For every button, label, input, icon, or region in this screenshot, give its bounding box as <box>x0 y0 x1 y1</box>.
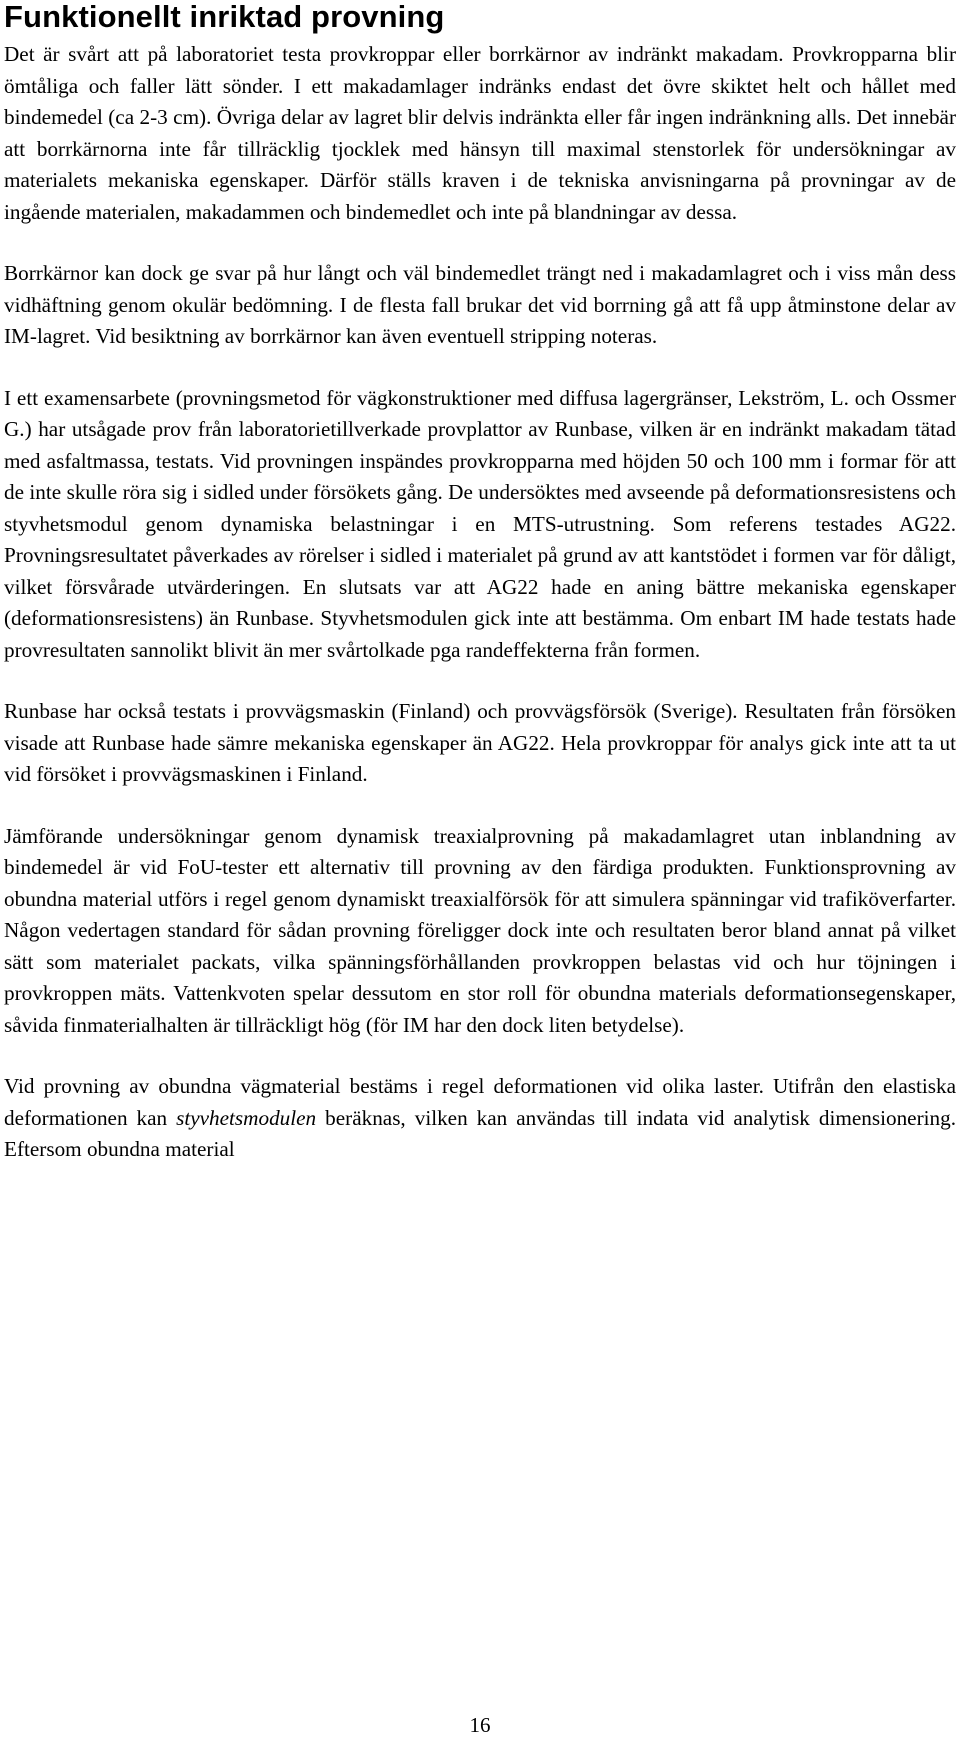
page-number: 16 <box>469 1713 491 1737</box>
paragraph-triaxial-testing: Jämförande undersökningar genom dynamisk treaxialprovning på makadamlagret utan inblandning av bindemedel är vid FoU-tester ett alternativ till provning av den färdiga produkten. Funktionsprovning av obundna material utförs i regel genom dynamiskt treaxialförsök för att simulera spänningar vid trafiköverfarter. Någon vedertagen standard för sådan provning föreligger dock inte och resultaten beror bland annat på vilket sätt som materialet packats, vilka spänningsförhållanden provkroppen belastas vid och hur töjningen i provkroppen mäts. Vattenkvoten spelar dessutom en stor roll för obundna materials deformationsegenskaper, såvida finmaterialhalten är tillräckligt hög (för IM har den dock liten betydelse). <box>4 823 956 1037</box>
section-heading: Funktionellt inriktad provning <box>4 0 445 34</box>
document-page <box>4 0 956 1754</box>
paragraph-drill-cores: Borrkärnor kan dock ge svar på hur långt och väl bindemedlet trängt ned i makadamlagret och i viss mån dess vidhäftning genom okulär bedömning. I de flesta fall brukar det vid borrning gå att få upp åtminstone delar av IM-lagret. Vid besiktning av borrkärnor kan även eventuell stripping noteras. <box>4 261 956 348</box>
paragraph-text-part-2: beräknas, vilken kan användas till indata vid analytisk dimensionering. Eftersom obundna material <box>4 1105 956 1161</box>
paragraph-stiffness-modulus <box>4 1071 956 1166</box>
paragraph-test-difficulty: Det är svårt att på laboratoriet testa provkroppar eller borrkärnor av indränkt makadam. Provkropparna blir ömtåliga och faller lätt sönder. I ett makadamlager indränks endast det övre skiktet helt och hållet med bindemedel (ca 2-3 cm). Övriga delar av lagret blir delvis indränkta eller får ingen indränkning alls. Det innebär att borrkärnorna inte får tillräcklig tjocklek med hänsyn till maximal stenstorlek för undersökningar av materialets mekaniska egenskaper. Därför ställs kraven i de tekniska anvisningarna på provningar av de ingående materialen, makadammen och bindemedlet och inte på blandningar av dessa. <box>4 42 956 224</box>
paragraph-text-part-1: Vid provning av obundna vägmaterial bestäms i regel deformationen vid olika laster. Utifrån den elastiska deformationen kan <box>4 1074 956 1130</box>
emphasized-term: styvhetsmodulen <box>176 1105 317 1130</box>
paragraph-thesis-study: I ett examensarbete (provningsmetod för vägkonstruktioner med diffusa lagergränser, Lekström, L. och Ossmer G.) har utsågade prov från laboratorietillverkade provplattor av Runbase, vilken är en indränkt makadam tätad med asfaltmassa, testats. Vid provningen inspändes provkropparna med höjden 50 och 100 mm i formar för att de inte skulle röra sig i sidled under försökets gång. De undersöktes med avseende på deformationsresistens och styvhetsmodul genom dynamiska belastningar i en MTS-utrustning. Som referens testades AG22. Provningsresultatet påverkades av rörelser i sidled i materialet på grund av att kantstödet i formen var för dåligt, vilket försvårade utvärderingen. En slutsats var att AG22 hade en aning bättre mekaniska egenskaper (deformationsresistens) än Runbase. Styvhetsmodulen gick inte att bestämma. Om enbart IM hade testats hade provresultaten sannolikt blivit än mer svårtolkade pga randeffekterna från formen. <box>4 385 956 662</box>
paragraph-runbase-tests: Runbase har också testats i provvägsmaskin (Finland) och provvägsförsök (Sverige). Resultaten från försöken visade att Runbase hade sämre mekaniska egenskaper än AG22. Hela provkroppar för analys gick inte att ta ut vid försöket i provvägsmaskinen i Finland. <box>4 699 956 786</box>
